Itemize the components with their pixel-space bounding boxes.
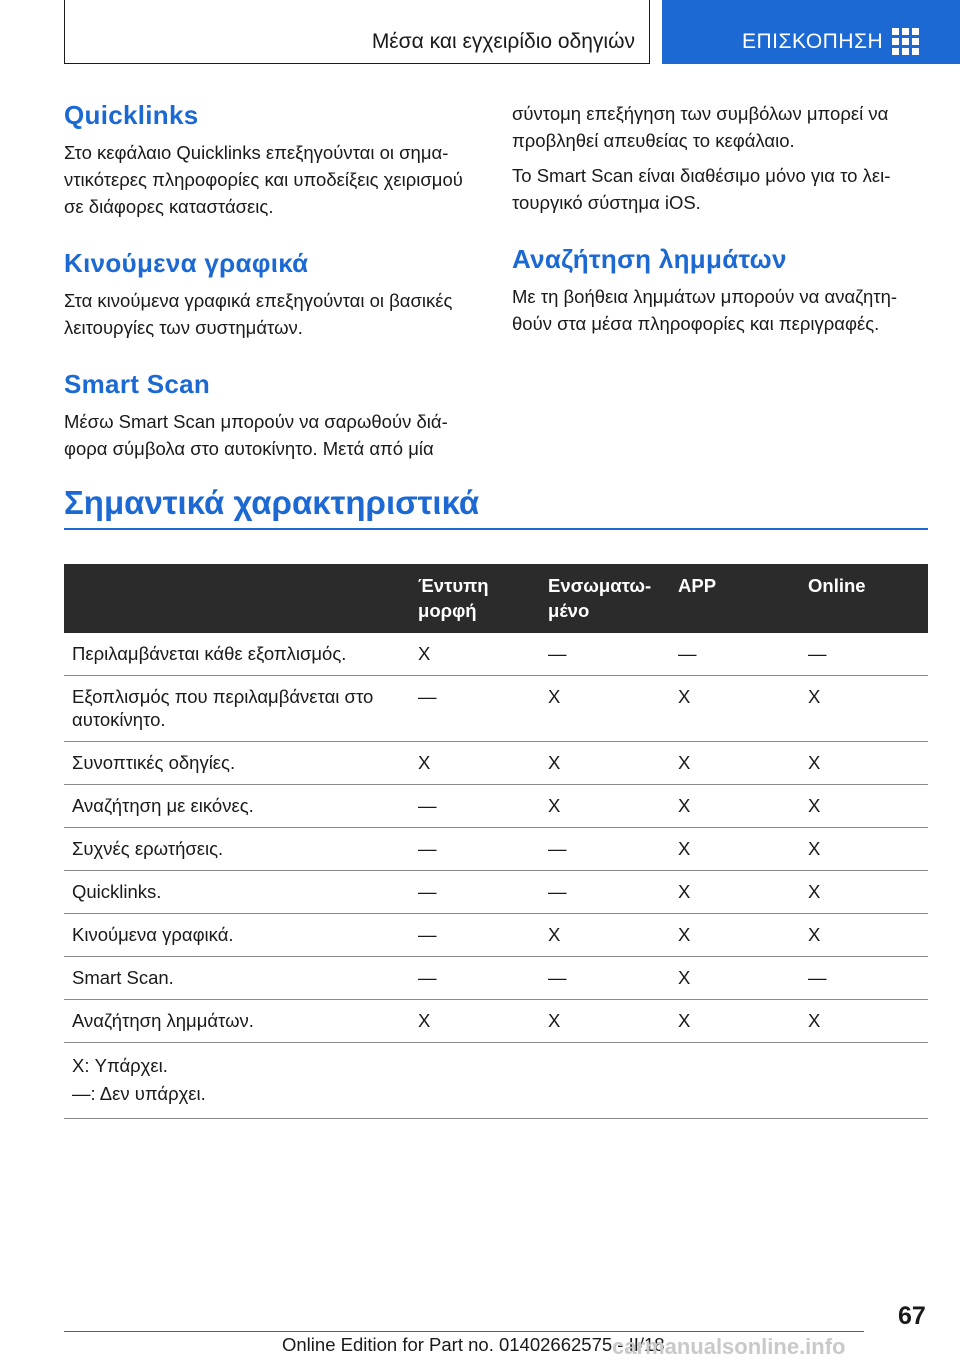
quicklinks-heading: Quicklinks <box>64 100 199 130</box>
ios-note: Το Smart Scan είναι διαθέσιμο μόνο για το λειτουργικό σύστημα iOS. <box>512 165 891 213</box>
table-legend <box>64 1043 928 1119</box>
table-cell: X <box>670 1000 800 1043</box>
smart-scan-heading: Smart Scan <box>64 369 211 399</box>
table-cell: X <box>670 828 800 871</box>
table-cell: X <box>410 633 540 676</box>
header-cell-app: APP <box>670 564 800 633</box>
header-breadcrumb[interactable]: Μέσα και εγχειρίδιο οδηγιών <box>371 30 635 53</box>
table-cell: — <box>410 914 540 957</box>
table-cell: — <box>410 785 540 828</box>
header-section-label: ΕΠΙΣΚΟΠΗΣΗ <box>742 30 884 53</box>
table-cell: X <box>670 676 800 742</box>
animations-heading: Κινούμενα γραφικά <box>64 248 309 278</box>
table-cell: Συνοπτικές οδηγίες. <box>64 742 410 785</box>
table-row <box>64 957 928 1000</box>
table-cell: — <box>670 633 800 676</box>
table-cell: — <box>800 957 928 1000</box>
table-cell: — <box>540 871 670 914</box>
table-cell: X <box>670 914 800 957</box>
table-cell: X <box>670 871 800 914</box>
left-column <box>64 100 480 490</box>
page-number: 67 <box>898 1302 926 1330</box>
heading-divider <box>64 528 928 530</box>
watermark: carmanualsonline.info <box>612 1334 846 1359</box>
table-cell: — <box>410 828 540 871</box>
header-cell-print: Έντυπη μορφή <box>410 564 540 633</box>
header-cell-online: Online <box>800 564 928 633</box>
header-section-tab[interactable] <box>662 0 960 64</box>
footer-edition: Online Edition for Part no. 01402662575 - II/18 <box>282 1334 665 1355</box>
table-row <box>64 1000 928 1043</box>
table-cell: X <box>670 742 800 785</box>
table-cell: Αναζήτηση με εικόνες. <box>64 785 410 828</box>
table-cell: X <box>800 676 928 742</box>
table-cell: X <box>670 785 800 828</box>
table-cell: X <box>800 828 928 871</box>
table-row <box>64 742 928 785</box>
table-legend-row <box>64 1043 928 1119</box>
table-row <box>64 828 928 871</box>
table-cell: X <box>800 742 928 785</box>
features-heading: Σημαντικά χαρακτηριστικά <box>64 484 480 521</box>
legend-present: X: Υπάρχει. <box>72 1055 168 1076</box>
table-row <box>64 676 928 742</box>
smart-scan-continuation: σύντομη επεξήγηση των συμβόλων μπορεί να προβληθεί απευθείας το κεφάλαιο. <box>512 103 889 151</box>
table-row <box>64 914 928 957</box>
header-breadcrumb-box <box>64 0 650 64</box>
footer-divider <box>64 1331 864 1332</box>
table-header-row <box>64 564 928 633</box>
table-cell: X <box>410 742 540 785</box>
table-cell: — <box>410 957 540 1000</box>
table-cell: — <box>410 676 540 742</box>
keyword-search-text: Με τη βοήθεια λημμάτων μπορούν να αναζητηθούν στα μέσα πληροφορίες και περιγραφές. <box>512 286 898 334</box>
table-cell: X <box>800 871 928 914</box>
table-cell: X <box>540 1000 670 1043</box>
table-cell: Εξοπλισμός που περιλαμβάνεται στο αυτοκίνητο. <box>64 676 410 742</box>
table-row <box>64 871 928 914</box>
table-cell: X <box>540 676 670 742</box>
table-row <box>64 633 928 676</box>
table-cell: Κινούμενα γραφικά. <box>64 914 410 957</box>
table-row <box>64 785 928 828</box>
header-cell <box>64 564 410 633</box>
features-table <box>64 564 928 1119</box>
smart-scan-text: Μέσω Smart Scan μπορούν να σαρωθούν διάφορα σύμβολα στο αυτοκίνητο. Μετά από μία <box>64 411 448 459</box>
table-cell: — <box>410 871 540 914</box>
table-cell: — <box>540 633 670 676</box>
grid-icon[interactable] <box>892 28 920 54</box>
table-cell: Περιλαμβάνεται κάθε εξοπλισμός. <box>64 633 410 676</box>
header-cell-integrated: Ενσωματωμένο <box>540 564 670 633</box>
table-cell: — <box>540 828 670 871</box>
table-cell: X <box>410 1000 540 1043</box>
table-cell: X <box>800 914 928 957</box>
table-cell: Αναζήτηση λημμάτων. <box>64 1000 410 1043</box>
right-column <box>512 100 928 365</box>
table-cell: — <box>800 633 928 676</box>
table-cell: X <box>800 785 928 828</box>
table-cell: X <box>540 914 670 957</box>
table-cell: X <box>800 1000 928 1043</box>
quicklinks-text: Στο κεφάλαιο Quicklinks επεξηγούνται οι σημαντικότερες πληροφορίες και υποδείξεις χειρισμού σε διάφορες καταστάσεις. <box>64 142 463 217</box>
table-cell: Quicklinks. <box>64 871 410 914</box>
table-cell: X <box>540 785 670 828</box>
table-cell: Συχνές ερωτήσεις. <box>64 828 410 871</box>
legend-absent: —: Δεν υπάρχει. <box>72 1083 206 1104</box>
table-cell: — <box>540 957 670 1000</box>
table-cell: X <box>540 742 670 785</box>
table-cell: Smart Scan. <box>64 957 410 1000</box>
animations-text: Στα κινούμενα γραφικά επεξηγούνται οι βασικές λειτουργίες των συστημάτων. <box>64 290 453 338</box>
keyword-search-heading: Αναζήτηση λημμάτων <box>512 244 787 274</box>
table-cell: X <box>670 957 800 1000</box>
